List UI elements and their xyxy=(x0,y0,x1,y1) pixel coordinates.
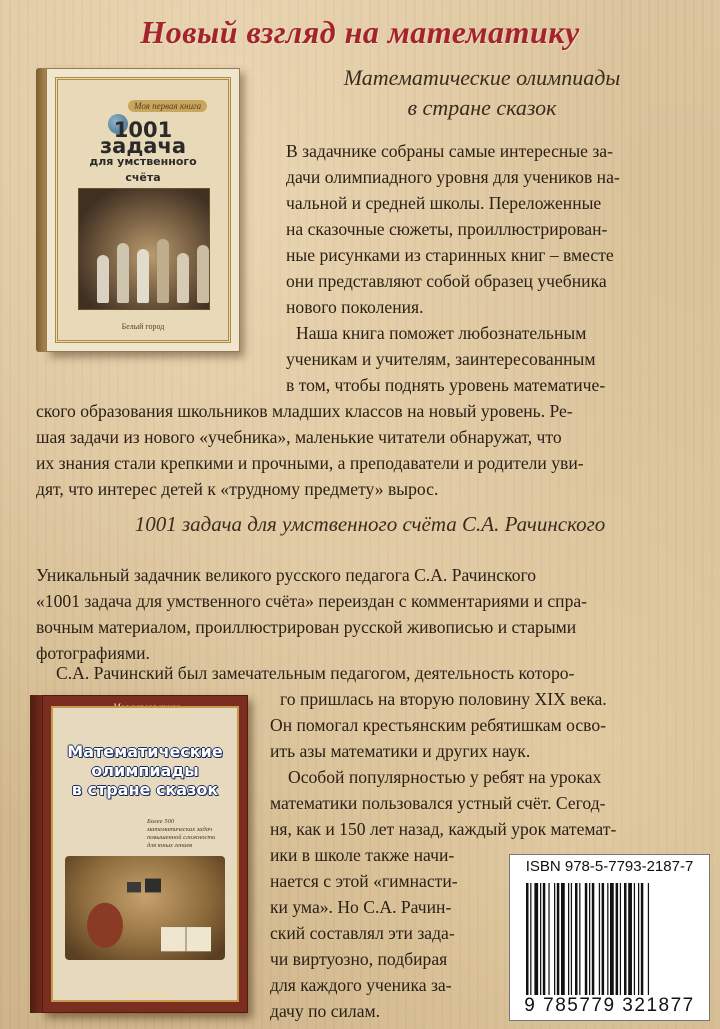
text-line: ные рисунками из старинных книг – вместе xyxy=(286,245,614,265)
book-title-line: Математические xyxy=(67,742,223,761)
text-line: ики в школе также начи- xyxy=(270,845,455,865)
text-line: ки ума». Но С.А. Рачин- xyxy=(270,897,452,917)
book-blurb: Более 500 математических задач повышенной сложности для юных гениев xyxy=(147,818,216,849)
book-frame xyxy=(51,706,239,1002)
text-line: вочным материалом, проиллюстрирован русской живописью и старыми xyxy=(36,617,577,637)
text-line: дачи олимпиадного уровня для учеников на- xyxy=(286,167,620,187)
text-line: на сказочные сюжеты, проиллюстрирован- xyxy=(286,219,608,239)
text-line: чи виртуозно, подбирая xyxy=(270,949,448,969)
text-line: дачу по силам. xyxy=(270,1001,381,1021)
book-title-line: олимпиады xyxy=(91,761,199,780)
section1-subtitle-line: в стране сказок xyxy=(407,95,557,120)
text-line: чальной и средней школы. Переложенные xyxy=(286,193,602,213)
text-line: го пришлась на вторую половину XIX века. xyxy=(280,689,607,709)
text-line: нового поколения. xyxy=(286,297,424,317)
painting-figure xyxy=(177,253,189,303)
book-cover-1001-zadacha xyxy=(36,68,240,352)
book-front xyxy=(42,695,248,1013)
section1-subtitle xyxy=(262,63,702,123)
text-line: Он помогал крестьянским ребятишкам осво- xyxy=(270,715,606,735)
text-line: Наша книга поможет любознательным xyxy=(296,323,587,343)
book-title xyxy=(63,742,227,799)
book-frame xyxy=(55,77,231,343)
section2-subtitle: 1001 задача для умственного счёта С.А. Рачинского xyxy=(134,512,606,536)
fairy-tale-illustration xyxy=(65,856,225,960)
book-series-label: Моя первая книга xyxy=(128,100,207,112)
text-line: В задачнике собраны самые интересные за- xyxy=(286,141,613,161)
painting-figure xyxy=(97,255,109,303)
text-line: ученикам и учителям, заинтересованным xyxy=(286,349,596,369)
text-line: нается с этой «гимнасти- xyxy=(270,871,458,891)
page-title: Новый взгляд на математику xyxy=(140,14,580,50)
isbn-label: ISBN 978-5-7793-2187-7 xyxy=(525,858,694,875)
book-front xyxy=(46,68,240,352)
text-line: ского образования школьников младших классов на новый уровень. Ре- xyxy=(36,401,573,421)
text-line: ский составлял эти зада- xyxy=(270,923,455,943)
weight-icon xyxy=(127,882,141,892)
text-line: математики пользовался устный счёт. Сегод- xyxy=(270,793,606,813)
barcode-icon xyxy=(524,883,700,995)
text-line: шая задачи из нового «учебника», маленькие читатели обнаружат, что xyxy=(36,427,562,447)
text-line: их знания стали крепкими и прочными, а преподаватели и родители уви- xyxy=(36,453,584,473)
book-publisher: Белый город xyxy=(123,989,167,998)
painting-figure xyxy=(157,239,169,303)
text-line: С.А. Рачинский был замечательным педагогом, деятельность которо- xyxy=(56,663,575,683)
text-line: Уникальный задачник великого русского педагога С.А. Рачинского xyxy=(36,565,537,585)
painting-figure xyxy=(117,243,129,303)
illustration-shapes xyxy=(65,856,225,960)
text-line: для каждого ученика за- xyxy=(270,975,452,995)
text-line: дят, что интерес детей к «трудному предмету» вырос. xyxy=(36,479,439,499)
painting-figure xyxy=(137,249,149,303)
isbn-barcode-block xyxy=(509,854,710,1021)
section1-paragraph-2 xyxy=(36,320,706,502)
text-line: в том, чтобы поднять уровень математиче- xyxy=(286,375,606,395)
text-line: фотографиями. xyxy=(36,643,150,663)
text-line: «1001 задача для умственного счёта» переиздан с комментариями и спра- xyxy=(36,591,588,611)
text-line: ить азы математики и других наук. xyxy=(270,741,531,761)
knight-figure xyxy=(87,903,123,948)
text-line: они представляют собой образец учебника xyxy=(286,271,607,291)
text-line: ня, как и 150 лет назад, каждый урок математ- xyxy=(270,819,617,839)
text-line: Особой популярностью у ребят на уроках xyxy=(288,767,602,787)
classroom-painting xyxy=(78,188,210,310)
book-title-line: в стране сказок xyxy=(71,780,219,799)
section2-paragraph-1 xyxy=(36,562,706,666)
book-title-main: 1001 задача xyxy=(99,118,187,158)
book-publisher: Белый город xyxy=(121,322,165,331)
weight-icon xyxy=(145,879,161,893)
section1-paragraph-1 xyxy=(286,138,706,320)
book-title-sub: для умственного счёта xyxy=(89,155,197,184)
ean-number: 9 785779 321877 xyxy=(524,995,695,1016)
painting-figure xyxy=(197,245,209,303)
section1-subtitle-line: Математические олимпиады xyxy=(343,65,621,90)
book-cover-olimpiady xyxy=(30,695,248,1013)
